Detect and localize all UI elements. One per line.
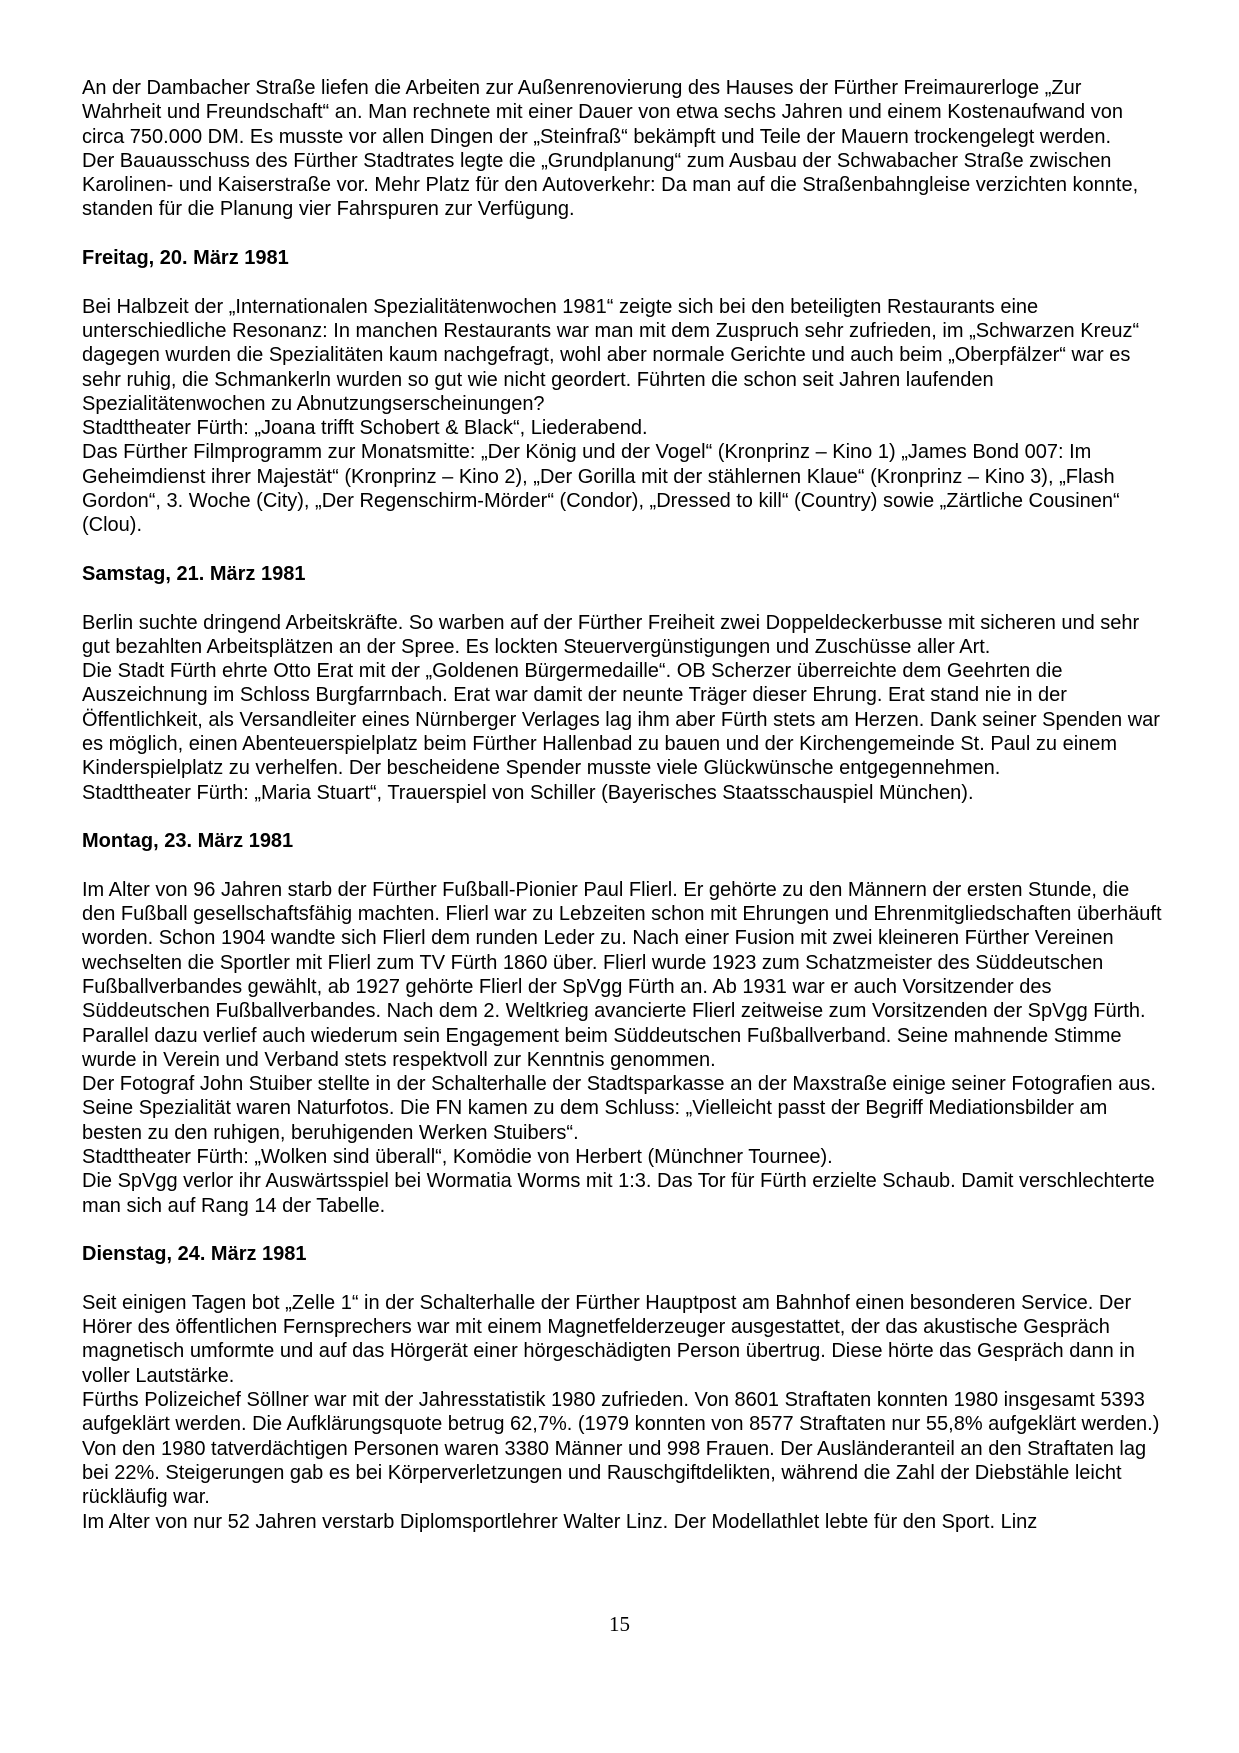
paragraph-walter-linz: Im Alter von nur 52 Jahren verstarb Diplomsportlehrer Walter Linz. Der Modellathlet lebte für den Sport. Linz [82, 1510, 1038, 1533]
paragraph-paul-flierl: Im Alter von 96 Jahren starb der Fürther Fußball-Pionier Paul Flierl. Er gehörte zu den Männern der ersten Stunde, die den Fußball gesellschaftsfähig machten. Flierl war zu Lebzeiten schon mit Ehrungen und Ehrenmitgliedschaften überhäuft worden. Schon 1904 wandte sich Flierl dem runden Leder zu. Nach einer Fusion mit zwei kleineren Fürther Vereinen wechselten die Sportler mit Flierl zum TV Fürth 1860 über. Flierl wurde 1923 zum Schatzmeister des Süddeutschen Fußballverbandes gewählt, ab 1927 gehörte Flierl der SpVgg Fürth an. Ab 1931 war er auch Vorsitzender des Süddeutschen Fußballverbandes. Nach dem 2. Weltkrieg avancierte Flierl zeitweise zum Vorsitzenden der SpVgg Fürth. Parallel dazu verlief auch wiederum sein Engagement beim Süddeutschen Fußballverband. Seine mahnende Stimme wurde in Verein und Verband stets respektvoll zur Kenntnis genommen. [82, 878, 1162, 1071]
section-dienstag-24-maerz-1981 [82, 1242, 1162, 1534]
paragraph-polizeistatistik: Fürths Polizeichef Söllner war mit der Jahresstatistik 1980 zufrieden. Von 8601 Straftaten konnten 1980 insgesamt 5393 aufgeklärt werden. Die Aufklärungsquote betrug 62,7%. (1979 konnten von 8577 Straftaten nur 55,8% aufgeklärt werden.) Von den 1980 tatverdächtigen Personen waren 3380 Männer und 998 Frauen. Der Ausländeranteil an den Straftaten lag bei 22%. Steigerungen gab es bei Körperverletzungen und Rauschgiftdelikten, während die Zahl der Diebstähle leicht rückläufig war. [82, 1389, 1160, 1509]
paragraph-berlin-arbeitskraefte: Berlin suchte dringend Arbeitskräfte. So warben auf der Fürther Freiheit zwei Doppeldeckerbusse mit sicheren und sehr gut bezahlten Arbeitsplätzen an der Spree. Es lockten Steuervergünstigungen und Zuschüsse aller Art. [82, 611, 1140, 658]
paragraph-stadttheater-wolken: Stadttheater Fürth: „Wolken sind überall“, Komödie von Herbert (Münchner Tournee). [82, 1146, 833, 1169]
section-montag-23-maerz-1981 [82, 829, 1162, 1218]
paragraph-john-stuiber: Der Fotograf John Stuiber stellte in der Schalterhalle der Stadtsparkasse an der Maxstraße einige seiner Fotografien aus. Seine Spezialität waren Naturfotos. Die FN kamen zu dem Schluss: „Vielleicht passt der Begriff Mediationsbilder am besten zu den ruhigen, beruhigenden Werken Stuibers“. [82, 1073, 1156, 1144]
paragraph-stadttheater-joana: Stadttheater Fürth: „Joana trifft Schobert & Black“, Liederabend. [82, 417, 648, 440]
paragraph-spvgg-wormatia: Die SpVgg verlor ihr Auswärtsspiel bei Wormatia Worms mit 1:3. Das Tor für Fürth erzielte Schaub. Damit verschlechterte man sich auf Rang 14 der Tabelle. [82, 1170, 1155, 1217]
section-freitag-20-maerz-1981 [82, 246, 1162, 538]
section-samstag-21-maerz-1981 [82, 562, 1162, 805]
paragraph-otto-erat: Die Stadt Fürth ehrte Otto Erat mit der „Goldenen Bürgermedaille“. OB Scherzer überreichte dem Geehrten die Auszeichnung im Schloss Burgfarrnbach. Erat war damit der neunte Träger dieser Ehrung. Erat stand nie in der Öffentlichkeit, als Versandleiter eines Nürnberger Verlages lag ihm aber Fürth stets am Herzen. Dank seiner Spenden war es möglich, einen Abenteuerspielplatz beim Fürther Hallenbad zu bauen und der Kirchengemeinde St. Paul zu einem Kinderspielplatz zu verhelfen. Der bescheidene Spender musste viele Glückwünsche entgegennehmen. [82, 660, 1160, 780]
document-content [82, 76, 1162, 1534]
section-heading-montag: Montag, 23. März 1981 [82, 830, 294, 853]
section-heading-dienstag: Dienstag, 24. März 1981 [82, 1243, 307, 1266]
page-number: 15 [609, 1612, 630, 1636]
paragraph-filmprogramm: Das Fürther Filmprogramm zur Monatsmitte: „Der König und der Vogel“ (Kronprinz – Kino 1) „James Bond 007: Im Geheimdienst ihrer Majestät“ (Kronprinz – Kino 2), „Der Gorilla mit der stählernen Klaue“ (Kronprinz – Kino 3), „Flash Gordon“, 3. Woche (City), „Der Regenschirm-Mörder“ (Condor), „Dressed to kill“ (Country) sowie „Zärtliche Cousinen“ (Clou). [82, 441, 1120, 537]
paragraph-zelle-1: Seit einigen Tagen bot „Zelle 1“ in der Schalterhalle der Fürther Hauptpost am Bahnhof einen besonderen Service. Der Hörer des öffentlichen Fernsprechers war mit einem Magnetfelderzeuger ausgestattet, der das akustische Gespräch magnetisch umformte und auf das Hörgerät einer hörgeschädigten Person übertrug. Diese hörte das Gespräch dann in voller Lautstärke. [82, 1291, 1135, 1387]
paragraph-stadttheater-maria-stuart: Stadttheater Fürth: „Maria Stuart“, Trauerspiel von Schiller (Bayerisches Staatsschauspiel München). [82, 781, 974, 804]
intro-paragraph-bauausschuss: Der Bauausschuss des Fürther Stadtrates legte die „Grundplanung“ zum Ausbau der Schwabacher Straße zwischen Karolinen- und Kaiserstraße vor. Mehr Platz für den Autoverkehr: Da man auf die Straßenbahngleise verzichten konnte, standen für die Planung vier Fahrspuren zur Verfügung. [82, 149, 1139, 221]
section-heading-freitag: Freitag, 20. März 1981 [82, 247, 289, 270]
paragraph-spezialitaetenwochen: Bei Halbzeit der „Internationalen Spezialitätenwochen 1981“ zeigte sich bei den beteiligten Restaurants eine unterschiedliche Resonanz: In manchen Restaurants war man mit dem Zuspruch sehr zufrieden, im „Schwarzen Kreuz“ dagegen wurden die Spezialitäten kaum nachgefragt, wohl aber normale Gerichte und auch beim „Oberpfälzer“ war es sehr ruhig, die Schmankerln wurden so gut wie nicht geordert. Führten die schon seit Jahren laufenden Spezialitätenwochen zu Abnutzungserscheinungen? [82, 295, 1140, 415]
section-heading-samstag: Samstag, 21. März 1981 [82, 562, 306, 585]
intro-paragraph-freimaurerloge: An der Dambacher Straße liefen die Arbeiten zur Außenrenovierung des Hauses der Fürther Freimaurerloge „Zur Wahrheit und Freundschaft“ an. Man rechnete mit einer Dauer von etwa sechs Jahren und einem Kostenaufwand von circa 750.000 DM. Es musste vor allen Dingen der „Steinfraß“ bekämpft und Teile der Mauern trockengelegt werden. [82, 77, 1123, 148]
